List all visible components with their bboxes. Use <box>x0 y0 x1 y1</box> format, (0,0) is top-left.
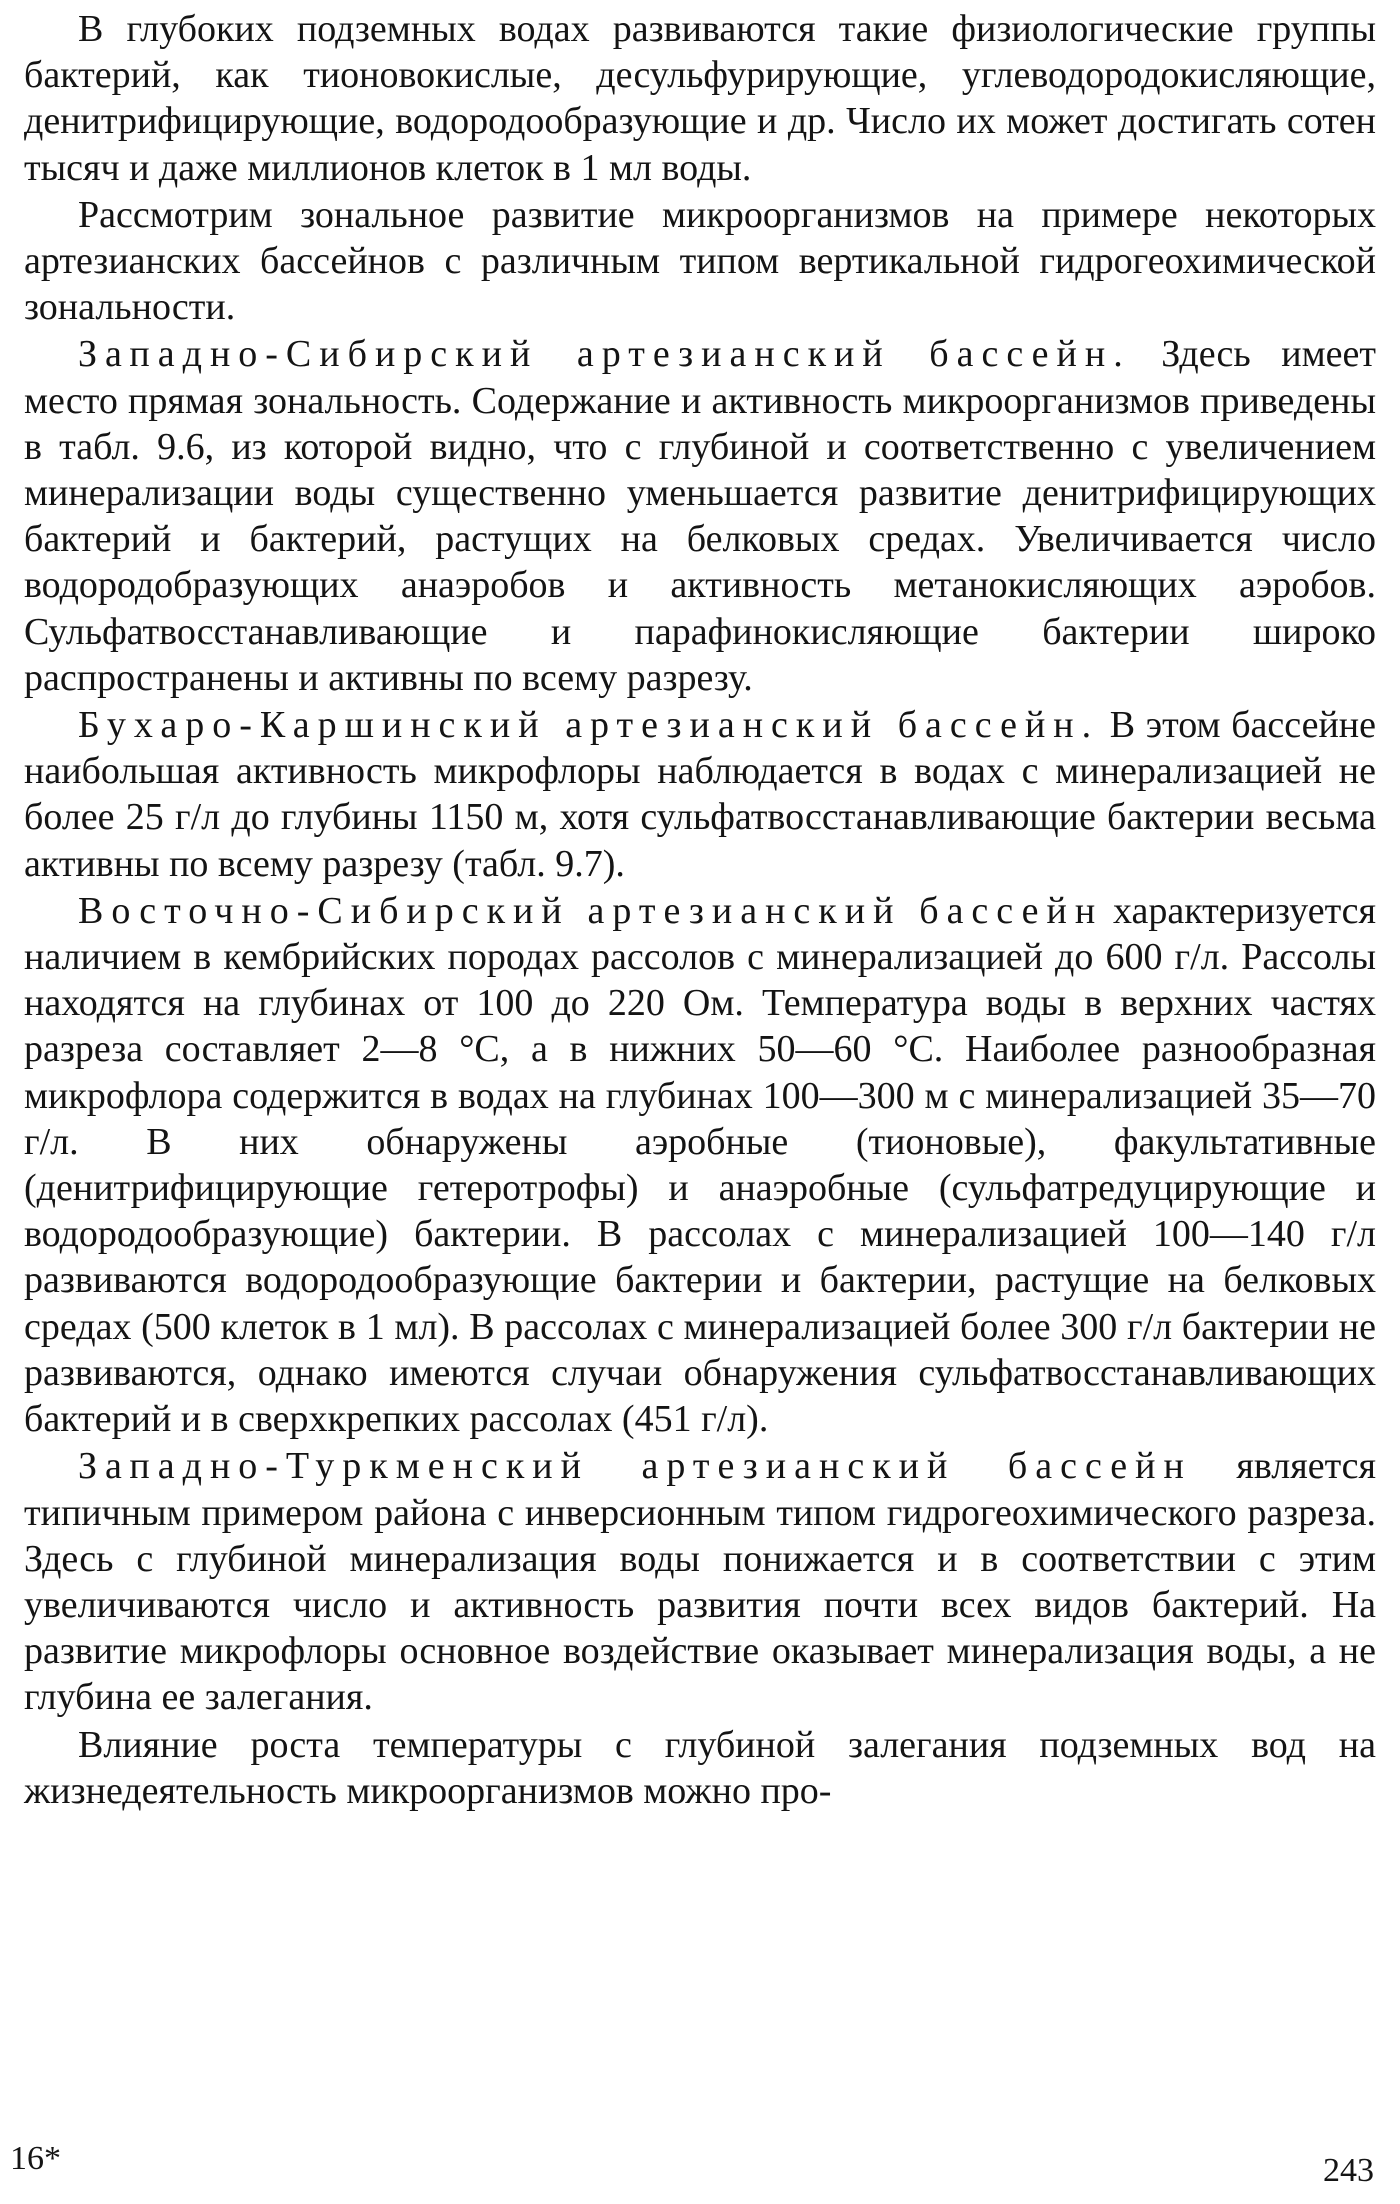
paragraph-intro <box>24 6 1376 191</box>
paragraph-text: характеризуется наличием в кембрийских породах рассолов с минерализацией до 600 г/л. Рассолы находятся на глубинах от 100 до 220 Ом. Температура воды в верхних частях разреза составляет 2—8 °С, а в нижних 50—60 °С. Наиболее разнообразная микрофлора содержится в водах на глубинах 100—300 м с минерализацией 35—70 г/л. В них обнаружены аэробные (тионовые), факультативные (денитрифицирующие гетеротрофы) и анаэробные (сульфатредуцирующие и водородообразующие) бактерии. В рассолах с минерализацией 100—140 г/л развиваются водородообразующие бактерии и бактерии, растущие на белковых средах (500 клеток в 1 мл). В рассолах с минерализацией более 300 г/л бактерии не развиваются, однако имеются случаи обнаружения сульфатвосстанавливающих бактерий и в сверхкрепких рассолах (451 г/л). <box>24 889 1376 1441</box>
page-number: 243 <box>1323 2152 1374 2189</box>
paragraph-text: Влияние роста температуры с глубиной залегания подземных вод на жизнедеятельность микроорганизмов можно про- <box>24 1723 1376 1812</box>
signature-mark: 16* <box>10 2140 61 2177</box>
paragraph-east-siberian <box>24 888 1376 1442</box>
paragraph-text: В глубоких подземных водах развиваются такие физиологические группы бактерий, как тионовокислые, десульфурирующие, углеводородокисляющие, денитрифицирующие, водородообразующие и др. Число их может достигать сотен тысяч и даже миллионов клеток в 1 мл воды. <box>24 8 1376 189</box>
paragraph-text: является типичным примером района с инверсионным типом гидрогеохимического разреза. Здесь с глубиной минерализация воды понижается и в соответствии с этим увеличиваются число и активность развития почти всех видов бактерий. На развитие микрофлоры основное воздействие оказывает минерализация воды, а не глубина ее залегания. <box>24 1445 1376 1719</box>
paragraph-text: Здесь имеет место прямая зональность. Содержание и активность микроорганизмов приведены в табл. 9.6, из которой видно, что с глубиной и соответственно с увеличением минерализации воды существенно уменьшается развитие денитрифицирующих бактерий и бактерий, растущих на белковых средах. Увеличивается число водородобразующих анаэробов и активность метанокисляющих аэробов. Сульфатвосстанавливающие и парафинокисляющие бактерии широко распространены и активны по всему разрезу. <box>24 333 1376 699</box>
section-heading: Западно-Сибирский артезианский бассейн. <box>78 333 1131 376</box>
paragraph-text: Рассмотрим зональное развитие микроорганизмов на примере некоторых артезианских бассейнов с различным типом вертикальной гидрогеохимической зональности. <box>24 193 1376 329</box>
section-heading: Западно-Туркменский артезианский бассейн <box>78 1445 1192 1488</box>
paragraph-text: В этом бассейне наибольшая активность микрофлоры наблюдается в водах с минерализацией не более 25 г/л до глубины 1150 м, хотя сульфатвосстанавливающие бактерии весьма активны по всему разрезу (табл. 9.7). <box>24 704 1376 885</box>
paragraph-temperature <box>24 1722 1376 1814</box>
section-heading: Бухаро-Каршинский артезианский бассейн. <box>78 704 1100 747</box>
paragraph-west-siberian <box>24 331 1376 701</box>
page-body <box>24 6 1376 1814</box>
paragraph-zonal <box>24 192 1376 331</box>
paragraph-bukhara-karshi <box>24 702 1376 887</box>
paragraph-west-turkmen <box>24 1443 1376 1720</box>
section-heading: Восточно-Сибирский артезианский бассейн <box>78 889 1104 932</box>
